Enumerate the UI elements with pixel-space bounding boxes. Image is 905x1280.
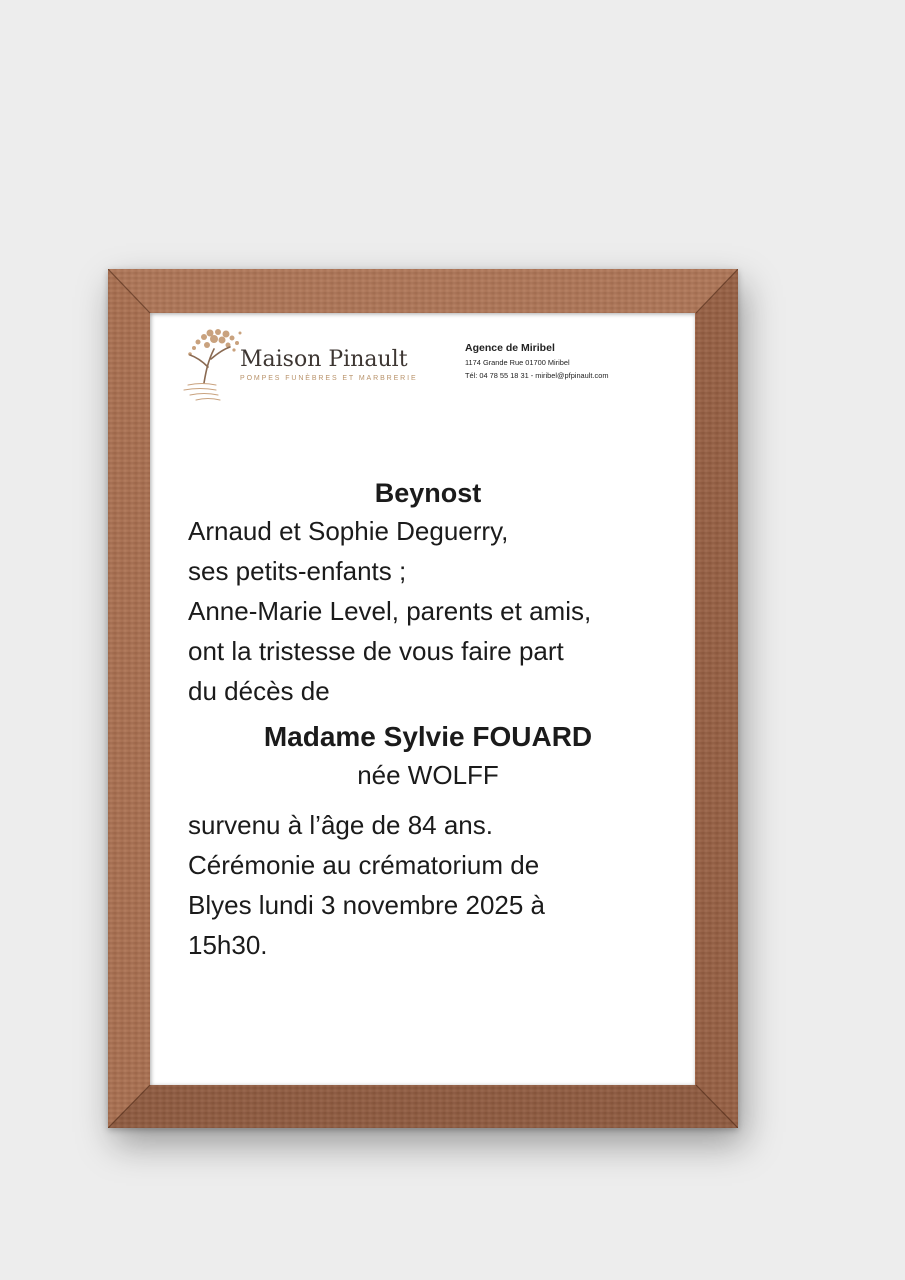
- tree-logo-icon: [182, 325, 244, 405]
- closing-line: survenu à l’âge de 84 ans.: [188, 810, 493, 840]
- intro-line: ont la tristesse de vous faire part: [188, 636, 564, 666]
- agency-info: [465, 342, 608, 384]
- notice-text: [188, 475, 668, 965]
- notice-paper: [150, 313, 695, 1085]
- closing-line: 15h30.: [188, 930, 268, 960]
- town-heading: Beynost: [374, 478, 482, 508]
- brand-logo: [182, 325, 434, 405]
- agency-address: 1174 Grande Rue 01700 Miribel: [465, 358, 570, 367]
- closing-line: Blyes lundi 3 novembre 2025 à: [188, 890, 546, 920]
- agency-name: Agence de Miribel: [465, 342, 555, 354]
- deceased-name: Madame Sylvie FOUARD: [263, 721, 593, 752]
- maiden-name: née WOLFF: [357, 760, 499, 790]
- intro-line: Anne-Marie Level, parents et amis,: [188, 596, 592, 626]
- intro-line: ses petits-enfants ;: [188, 556, 407, 586]
- agency-contact: Tél: 04 78 55 18 31 - miribel@pfpinault.com: [465, 371, 609, 380]
- intro-line: Arnaud et Sophie Deguerry,: [188, 516, 509, 546]
- brand-name: Maison Pinault: [240, 347, 408, 372]
- wooden-frame: [108, 269, 738, 1128]
- closing-line: Cérémonie au crématorium de: [188, 850, 540, 880]
- intro-line: du décès de: [188, 676, 330, 706]
- brand-tagline: POMPES FUNÈBRES ET MARBRERIE: [240, 375, 418, 382]
